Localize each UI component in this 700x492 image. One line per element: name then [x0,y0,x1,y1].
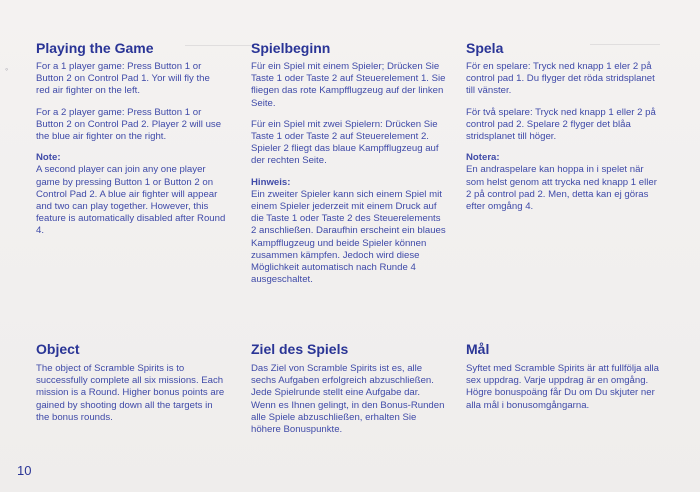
object-text-de: Das Ziel von Scramble Spirits ist es, alle sechs Aufgaben erfolgreich abzuschließen. Jede Spielrunde stellt eine Aufgabe dar. Wenn es Ihnen gelingt, in den Bonus-Runden alle Spiele abzuschließen, erhalten Sie höhere Bonuspunkte. [251,363,445,436]
playing-heading-sv: Spela [466,40,504,56]
column-swedish-playing [466,61,662,222]
paragraph-two-player-de: Für ein Spiel mit zwei Spielern: Drücken Sie Taste 1 oder Taste 2 auf Steuerelement 2. Spieler 2 fliegt das blaue Kampfflugzeug auf der rechten Seite. [251,118,439,167]
note-text-de: Ein zweiter Spieler kann sich einem Spiel mit einem Spieler jederzeit mit einem Druck auf die Taste 1 oder Taste 2 des Steuerelements 2 anschließen. Daraufhin erscheint ein blaues Kampfflugzeug und beide Spieler können zusammen kämpfen. Jedoch wird diese Möglichkeit automatisch nach Runde 4 ausgeschaltet. [251,188,446,286]
column-german-object [251,363,447,445]
object-heading-en: Object [36,341,80,357]
paragraph-two-player-sv: För två spelare: Tryck ned knapp 1 eller 2 på control pad 2. Spelare 2 flyger det blåa stridsplanet till höger. [466,106,656,143]
paragraph-two-player-en: For a 2 player game: Press Button 1 or Button 2 on Control Pad 2. Player 2 will use the blue air fighter on the right. [36,106,222,143]
object-text-sv: Syftet med Scramble Spirits är att fullfölja alla sex uppdrag. Varje uppdrag är en omgång. Högre bonuspoäng får Du om Du skjuter ner alla mål i bonusomgångarna. [466,363,660,411]
column-german-playing [251,61,447,295]
bleed-through-text [590,44,660,55]
binding-hole-mark: ◦ [5,64,9,74]
paragraph-one-player-en: For a 1 player game: Press Button 1 or Button 2 on Control Pad 1. Yor will fly the red air fighter on the left. [36,61,210,97]
note-text-en: A second player can join any one player game by pressing Button 1 or Button 2 on Control Pad 2. A blue air fighter will appear and two can play together. However, this feature is automatically disabled after Round 4. [36,164,226,237]
bleed-through-text [185,45,255,58]
note-label-en: Note: [36,152,61,164]
object-text-en: The object of Scramble Spirits is to successfully complete all six missions. Each mission is a Round. Higher bonus points are gained by shooting down all the targets in the bonus rounds. [36,363,225,423]
playing-heading-de: Spielbeginn [251,40,331,56]
column-english-object [36,363,226,433]
page-number: 10 [17,463,32,478]
object-heading-sv: Mål [466,341,490,357]
note-text-sv: En andraspelare kan hoppa in i spelet när som helst genom att trycka ned knapp 1 eller 2 på control pad 2. Men, detta kan ej göras efter omgång 4. [466,164,657,213]
column-swedish-object [466,363,662,421]
paragraph-one-player-sv: För en spelare: Tryck ned knapp 1 eler 2 på control pad 1. Du flyger det röda stridsplanet till vänster. [466,61,655,97]
note-label-de: Hinweis: [251,176,291,188]
object-heading-de: Ziel des Spiels [251,341,349,357]
column-english-playing [36,61,226,247]
playing-heading-en: Playing the Game [36,40,154,56]
note-label-sv: Notera: [466,152,500,164]
paragraph-one-player-de: Für ein Spiel mit einem Spieler; Drücken Sie Taste 1 oder Taste 2 auf Steuerelement 1. Sie fliegen das rote Kampfflugzeug auf der linken Seite. [251,61,446,109]
